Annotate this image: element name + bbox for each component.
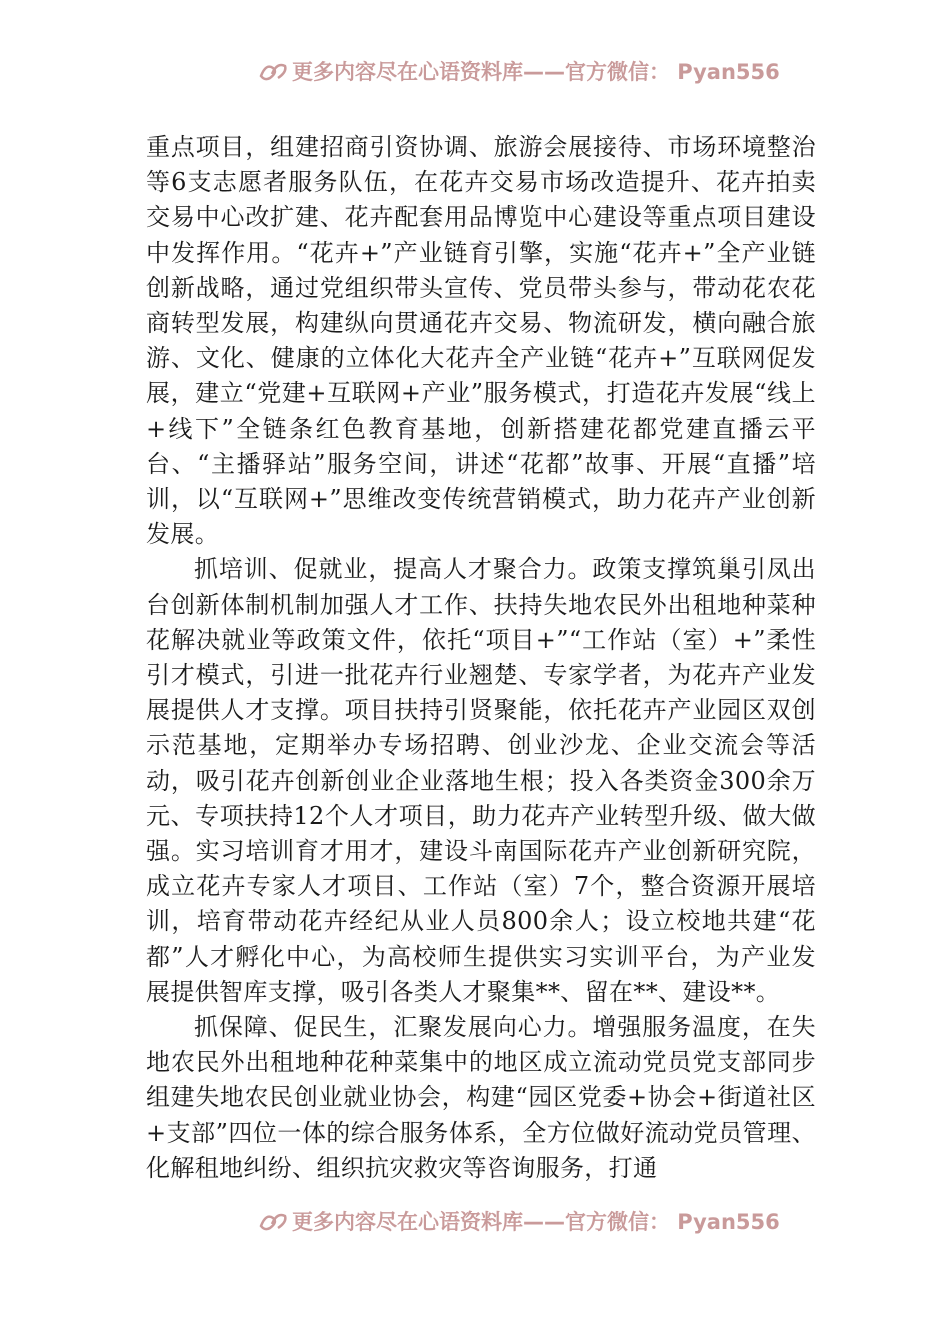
watermark <box>258 58 780 84</box>
paragraph: 重点项目，组建招商引资协调、旅游会展接待、市场环境整治等6支志愿者服务队伍，在花卉交易市场改造提升、花卉拍卖交易中心改扩建、花卉配套用品博览中心建设等重点项目建设中发挥作用。“花卉+”产业链育引擎，实施“花卉+”全产业链创新战略，通过党组织带头宣传、党员带头参与，带动花农花商转型发展，构建纵向贯通花卉交易、物流研发，横向融合旅游、文化、健康的立体化大花卉全产业链“花卉+”互联网促发展，建立“党建+互联网+产业”服务模式，打造花卉发展“线上+线下”全链条红色教育基地，创新搭建花都党建直播云平台、“主播驿站”服务空间，讲述“花都”故事、开展“直播”培训，以“互联网+”思维改变传统营销模式，助力花卉产业创新发展。 <box>146 133 816 549</box>
watermark <box>258 1208 780 1234</box>
watermark-banner-top <box>0 56 950 84</box>
watermark-banner-bottom <box>0 1206 950 1234</box>
document-body <box>146 130 816 1186</box>
paragraph: 抓保障、促民生，汇聚发展向心力。增强服务温度，在失地农民外出租地种花种菜集中的地区成立流动党员党支部同步组建失地农民创业就业协会，构建“园区党委+协会+街道社区+支部”四位一体的综合服务体系，全方位做好流动党员管理、化解租地纠纷、组织抗灾救灾等咨询服务，打通 <box>146 1013 816 1182</box>
watermark-text: 更多内容尽在心语资料库——官方微信： Pyan556 <box>292 1210 780 1234</box>
logo-icon <box>258 60 288 82</box>
watermark-text: 更多内容尽在心语资料库——官方微信： Pyan556 <box>292 60 780 84</box>
logo-icon <box>258 1210 288 1232</box>
paragraph: 抓培训、促就业，提高人才聚合力。政策支撑筑巢引凤出台创新体制机制加强人才工作、扶持失地农民外出租地种菜种花解决就业等政策文件，依托“项目+”“工作站（室）+”柔性引才模式，引进一批花卉行业翘楚、专家学者，为花卉产业发展提供人才支撑。项目扶持引贤聚能，依托花卉产业园区双创示范基地，定期举办专场招聘、创业沙龙、企业交流会等活动，吸引花卉创新创业企业落地生根；投入各类资金300余万元、专项扶持12个人才项目，助力花卉产业转型升级、做大做强。实习培训育才用才，建设斗南国际花卉产业创新研究院，成立花卉专家人才项目、工作站（室）7个，整合资源开展培训，培育带动花卉经纪从业人员800余人；设立校地共建“花都”人才孵化中心，为高校师生提供实习实训平台，为产业发展提供智库支撑，吸引各类人才聚集**、留在**、建设**。 <box>146 555 816 1006</box>
